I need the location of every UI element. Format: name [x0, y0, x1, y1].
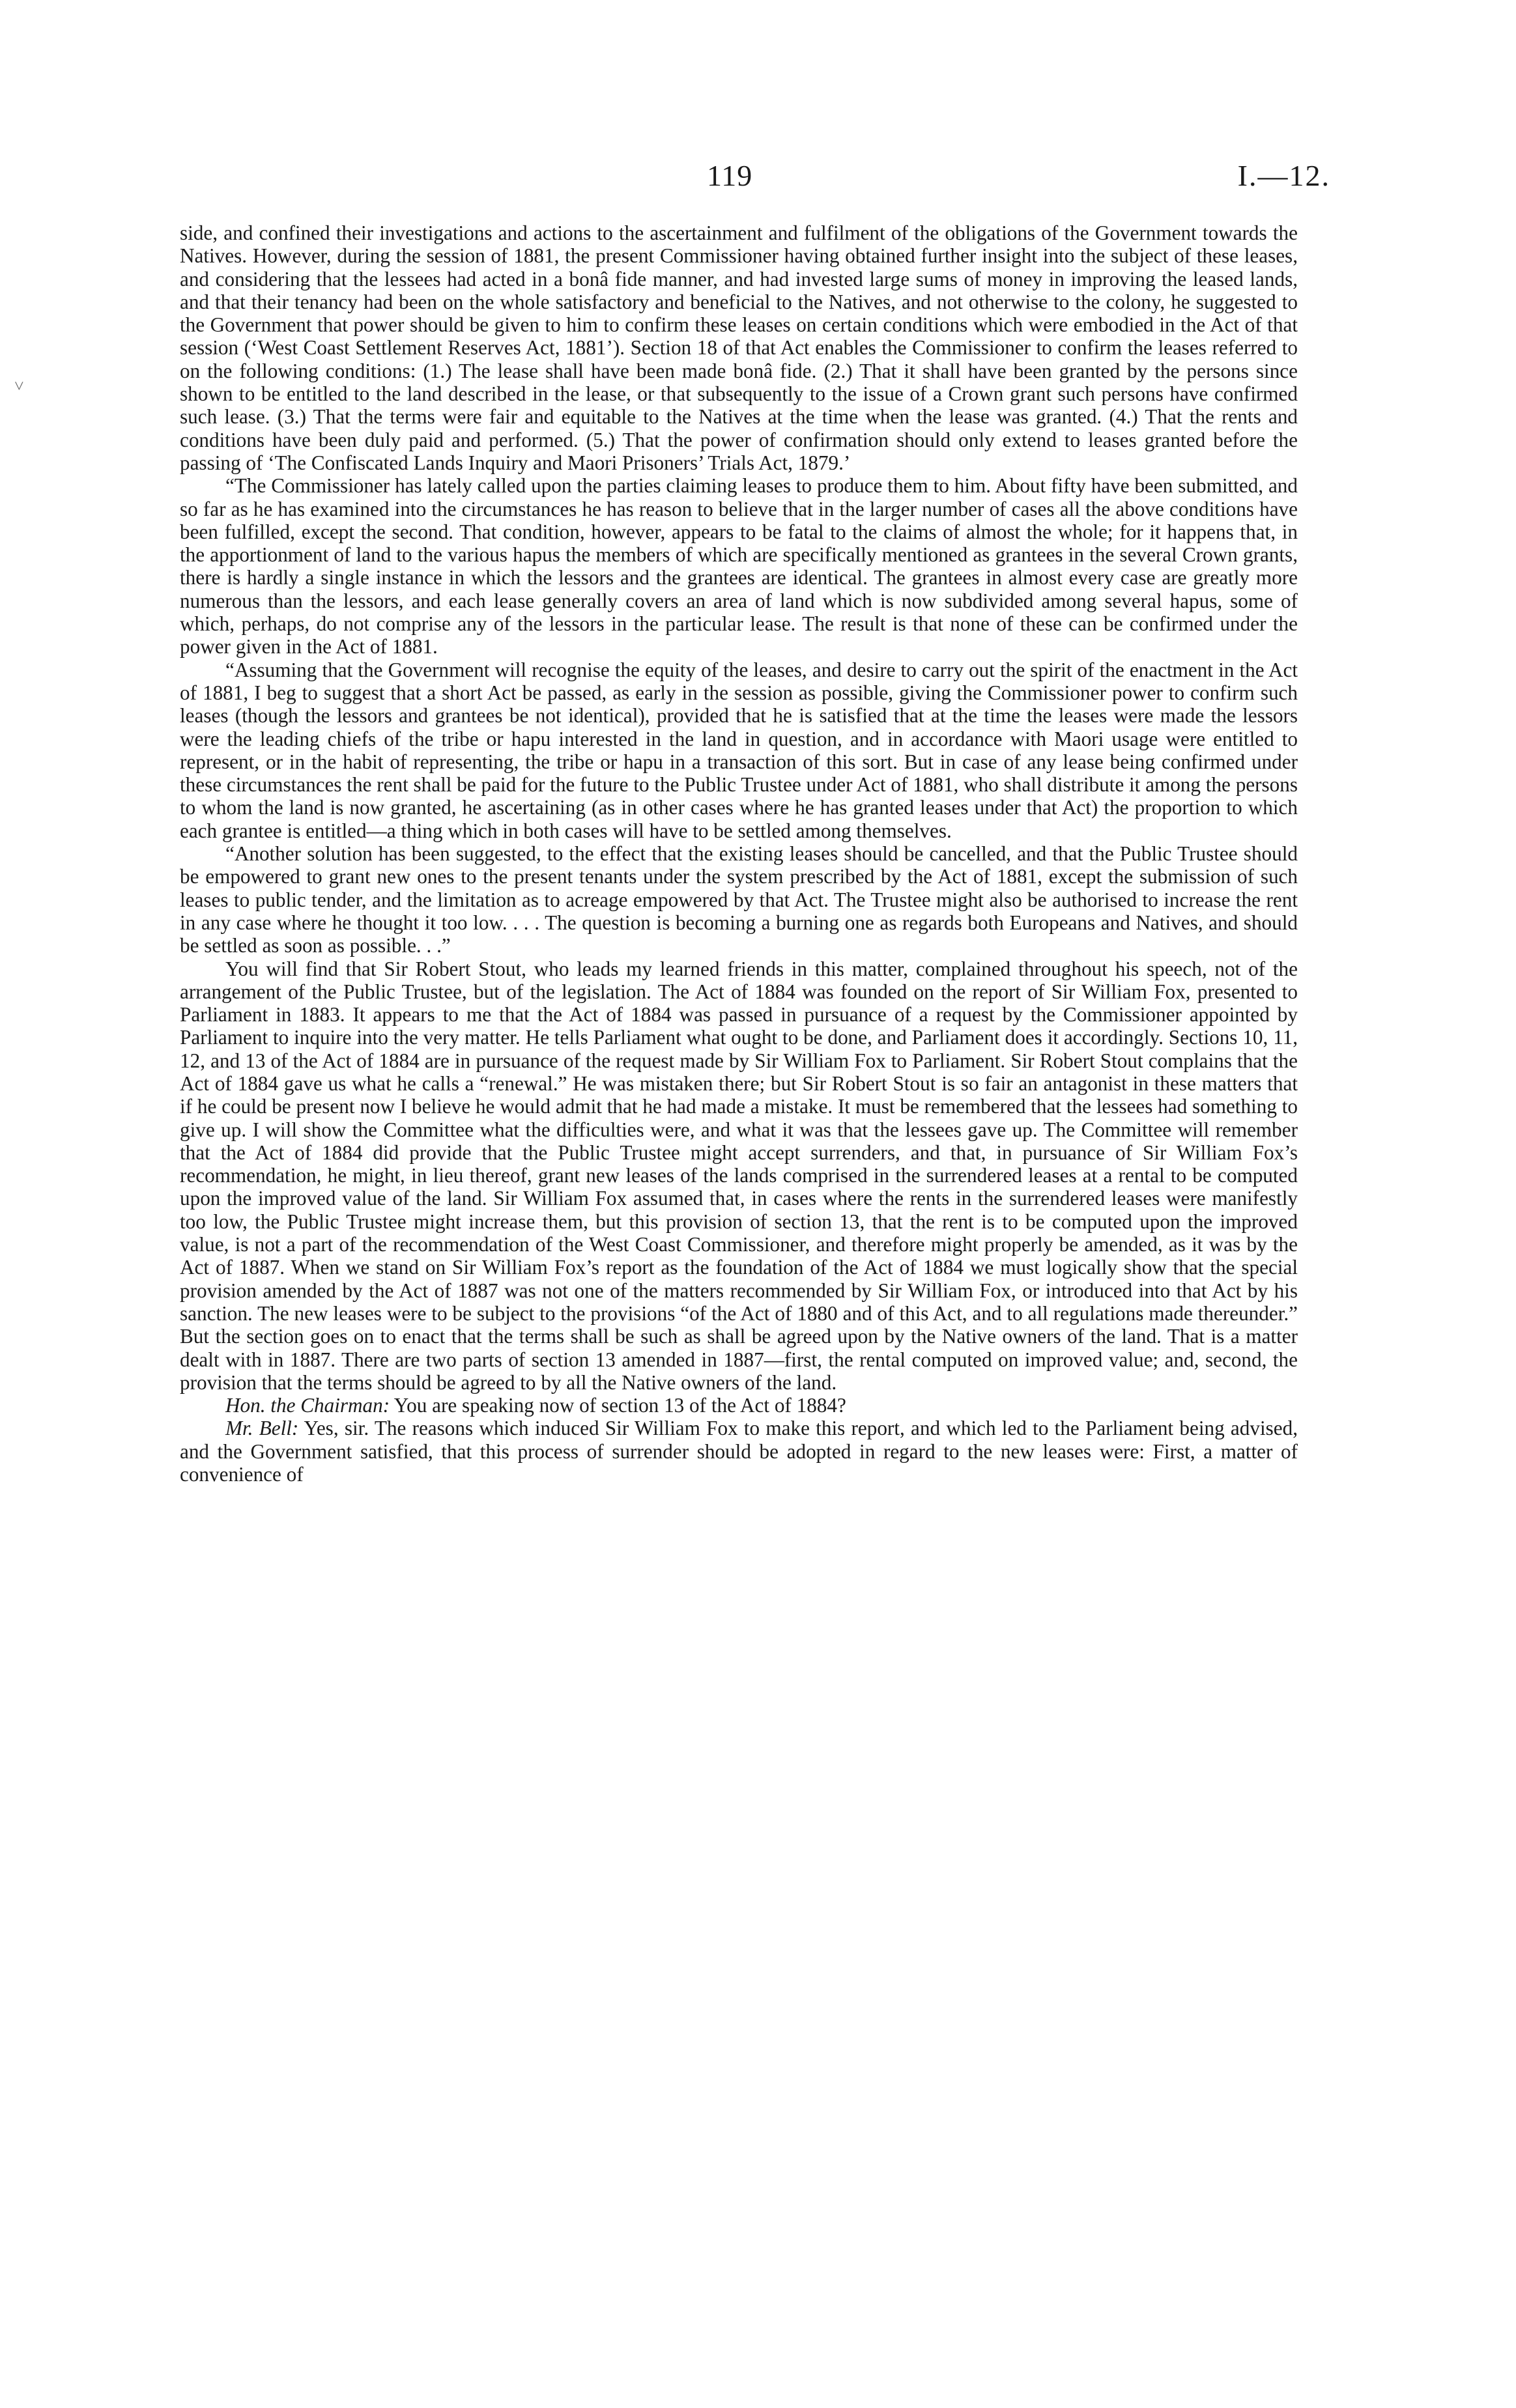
speaker-name: Mr. Bell:: [225, 1417, 299, 1440]
dialogue-line: [180, 1417, 1298, 1486]
dialogue-line: [180, 1394, 1298, 1417]
margin-mark: ˅: [14, 376, 24, 395]
paragraph: You will find that Sir Robert Stout, who leads my learned friends in this matter, complained throughout his speech, not of the arrangement of the Public Trustee, but of the legislation. The Act of 1884 was founded on the report of Sir William Fox, presented to Parliament in 1883. It appears to me that the Act of 1884 was passed in pursuance of a request by the Commissioner appointed by Parliament to inquire into the very matter. He tells Parliament what ought to be done, and Parliament does it accordingly. Sections 10, 11, 12, and 13 of the Act of 1884 are in pursuance of the request made by Sir William Fox to Parliament. Sir Robert Stout complains that the Act of 1884 gave us what he calls a “renewal.” He was mistaken there; but Sir Robert Stout is so fair an antagonist in these matters that if he could be present now I believe he would admit that he had made a mistake. It must be remembered that the lessees had something to give up. I will show the Committee what the difficulties were, and what it was that the lessees gave up. The Committee will remember that the Act of 1884 did provide that the Public Trustee might accept surrenders, and that, in pursuance of Sir William Fox’s recommendation, he might, in lieu thereof, grant new leases of the lands comprised in the surrendered leases at a rental to be computed upon the improved value of the land. Sir William Fox assumed that, in cases where the rents in the surrendered leases were manifestly too low, the Public Trustee might increase them, but this provision of section 13, that the rent is to be computed upon the improved value, is not a part of the recommendation of the West Coast Commissioner, and therefore might properly be amended, as it was by the Act of 1887. When we stand on Sir William Fox’s report as the foundation of the Act of 1884 we must logically show that the special provision amended by the Act of 1887 was not one of the matters recommended by Sir William Fox, or introduced into that Act by his sanction. The new leases were to be subject to the provisions “of the Act of 1880 and of this Act, and to all regulations made thereunder.” But the section goes on to enact that the terms shall be such as shall be agreed upon by the Native owners of the land. That is a matter dealt with in 1887. There are two parts of section 13 amended in 1887—first, the rental computed on improved value; and, second, the provision that the terms should be agreed to by all the Native owners of the land.: [180, 957, 1298, 1394]
paragraph: “The Commissioner has lately called upon the parties claiming leases to produce them to him. About fifty have been submitted, and so far as he has examined into the circumstances he has reason to believe that in the larger number of cases all the above conditions have been fulfilled, except the second. That condition, however, appears to be fatal to the claims of almost the whole; for it happens that, in the apportionment of land to the various hapus the members of which are specifically mentioned as grantees in the several Crown grants, there is hardly a single instance in which the lessors and the grantees are identical. The grantees in almost every case are greatly more numerous than the lessors, and each lease generally covers an area of land which is now subdivided among several hapus, some of which, perhaps, do not comprise any of the lessors in the particular lease. The result is that none of these can be confirmed under the power given in the Act of 1881.: [180, 474, 1298, 659]
paragraph: “Assuming that the Government will recognise the equity of the leases, and desire to carry out the spirit of the enactment in the Act of 1881, I beg to suggest that a short Act be passed, as early in the session as possible, giving the Commissioner power to confirm such leases (though the lessors and grantees be not identical), provided that he is satisfied that at the time the leases were made the lessors were the leading chiefs of the tribe or hapu interested in the land in question, and in accordance with Maori usage were entitled to represent, or in the habit of representing, the tribe or hapu in a transaction of this sort. But in case of any lease being confirmed under these circumstances the rent shall be paid for the future to the Public Trustee under Act of 1881, who shall distribute it among the persons to whom the land is now granted, he ascertaining (as in other cases where he has granted leases under that Act) the proportion to which each grantee is entitled—a thing which in both cases will have to be settled among themselves.: [180, 658, 1298, 842]
dialogue-text: You are speaking now of section 13 of the Act of 1884?: [393, 1394, 846, 1417]
paragraph: side, and confined their investigations and actions to the ascertainment and fulfilment of the obligations of the Government towards the Natives. However, during the session of 1881, the present Commissioner having obtained further insight into the subject of these leases, and considering that the lessees had acted in a bonâ fide manner, and had invested large sums of money in improving the leased lands, and that their tenancy had been on the whole satisfactory and beneficial to the Natives, and not otherwise to the colony, he suggested to the Government that power should be given to him to confirm these leases on certain conditions which were embodied in the Act of that session (‘West Coast Settlement Reserves Act, 1881’). Section 18 of that Act enables the Commissioner to confirm the leases referred to on the following conditions: (1.) The lease shall have been made bonâ fide. (2.) That it shall have been granted by the persons since shown to be entitled to the land described in the lease, or that subsequently to the issue of a Crown grant such persons have confirmed such lease. (3.) That the terms were fair and equitable to the Natives at the time when the lease was granted. (4.) That the rents and conditions have been duly paid and performed. (5.) That the power of confirmation should only extend to leases granted before the passing of ‘The Confiscated Lands Inquiry and Maori Prisoners’ Trials Act, 1879.’: [180, 221, 1298, 474]
dialogue-text: Yes, sir. The reasons which induced Sir William Fox to make this report, and which led to the Parliament being advised, and the Government satisfied, that this process of surrender should be adopted in regard to the new leases were: First, a matter of convenience of: [180, 1417, 1298, 1486]
speaker-name: Hon. the Chairman:: [225, 1394, 390, 1417]
body-text: [180, 221, 1298, 1486]
page-number: 119: [707, 159, 753, 192]
paragraph: “Another solution has been suggested, to the effect that the existing leases should be cancelled, and that the Public Trustee should be empowered to grant new ones to the present tenants under the system prescribed by the Act of 1881, except the submission of such leases to public tender, and the limitation as to acreage empowered by that Act. The Trustee might also be authorised to increase the rent in any case where he thought it too low. . . . The question is becoming a burning one as regards both Europeans and Natives, and should be settled as soon as possible. . .”: [180, 842, 1298, 957]
document-reference: I.—12.: [1237, 159, 1330, 192]
